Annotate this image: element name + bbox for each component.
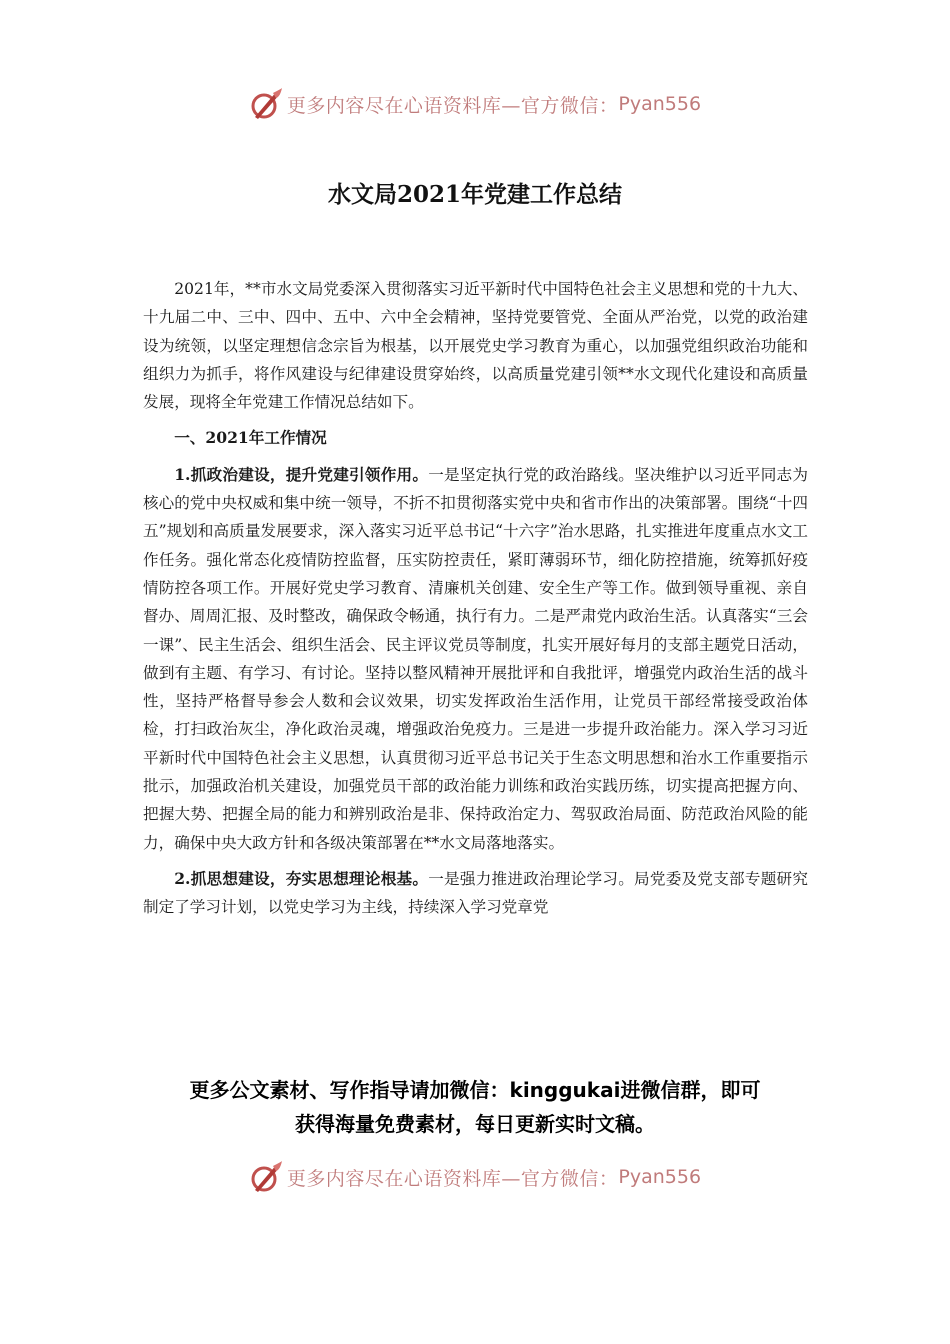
- document-body: [143, 275, 808, 922]
- document-title: 水文局2021年党建工作总结: [327, 181, 622, 208]
- quill-logo-icon: [249, 1160, 283, 1194]
- promo-line-2: 获得海量免费素材，每日更新实时文稿。: [295, 1112, 655, 1136]
- banner-text: 更多内容尽在心语资料库—官方微信：: [286, 1167, 619, 1190]
- item1-paragraph: [143, 461, 808, 857]
- banner-wechat-id: Pyan556: [618, 93, 702, 115]
- banner-wechat-id: Pyan556: [618, 1166, 702, 1188]
- header-banner: [0, 84, 950, 124]
- footer-banner: [0, 1157, 950, 1197]
- quill-logo-icon: [249, 87, 283, 121]
- intro-paragraph: 2021年，**市水文局党委深入贯彻落实习近平新时代中国特色社会主义思想和党的十九大、十九届二中、三中、四中、五中、六中全会精神，坚持党要管党、全面从严治党，以党的政治建设为统领，以坚定理想信念宗旨为根基，以开展党史学习教育为重心，以加强党组织政治功能和组织力为抓手，将作风建设与纪律建设贯穿始终，以高质量党建引领**水文现代化建设和高质量发展，现将全年党建工作情况总结如下。: [143, 280, 808, 412]
- section-heading: 一、2021年工作情况: [174, 428, 327, 448]
- promo-block: [0, 1073, 950, 1141]
- item1-heading: 1.抓政治建设，提升党建引领作用。: [174, 464, 429, 484]
- promo-line-1: 更多公文素材、写作指导请加微信：kinggukai进微信群，即可: [189, 1078, 761, 1102]
- item1-body: 一是坚定执行党的政治路线。坚决维护以习近平同志为核心的党中央权威和集中统一领导，不折不扣贯彻落实党中央和省市作出的决策部署。围绕“十四五”规划和高质量发展要求，深入落实习近平总书记“十六字”治水思路，扎实推进年度重点水文工作任务。强化常态化疫情防控监督，压实防控责任，紧盯薄弱环节，细化防控措施，统筹抓好疫情防控各项工作。开展好党史学习教育、清廉机关创建、安全生产等工作。做到领导重视、亲自督办、周周汇报、及时整改，确保政令畅通，执行有力。二是严肃党内政治生活。认真落实“三会一课”、民主生活会、组织生活会、民主评议党员等制度，扎实开展好每月的支部主题党日活动，做到有主题、有学习、有讨论。坚持以整风精神开展批评和自我批评，增强党内政治生活的战斗性，坚持严格督导参会人数和会议效果，切实发挥政治生活作用，让党员干部经常接受政治体检，打扫政治灰尘，净化政治灵魂，增强政治免疫力。三是进一步提升政治能力。深入学习习近平新时代中国特色社会主义思想，认真贯彻习近平总书记关于生态文明思想和治水工作重要指示批示，加强政治机关建设，加强党员干部的政治能力训练和政治实践历练，切实提高把握方向、把握大势、把握全局的能力和辨别政治是非、保持政治定力、驾驭政治局面、防范政治风险的能力，确保中央大政方针和各级决策部署在**水文局落地落实。: [143, 465, 808, 852]
- item2-body: 一是强力推进政治理论学习。局党委及党支部专题研究制定了学习计划，以党史学习为主线，持续深入学习党章党: [143, 869, 808, 917]
- item2-heading: 2.抓思想建设，夯实思想理论根基。: [174, 868, 429, 888]
- banner-text: 更多内容尽在心语资料库—官方微信：: [286, 94, 619, 117]
- item2-paragraph: [143, 865, 808, 922]
